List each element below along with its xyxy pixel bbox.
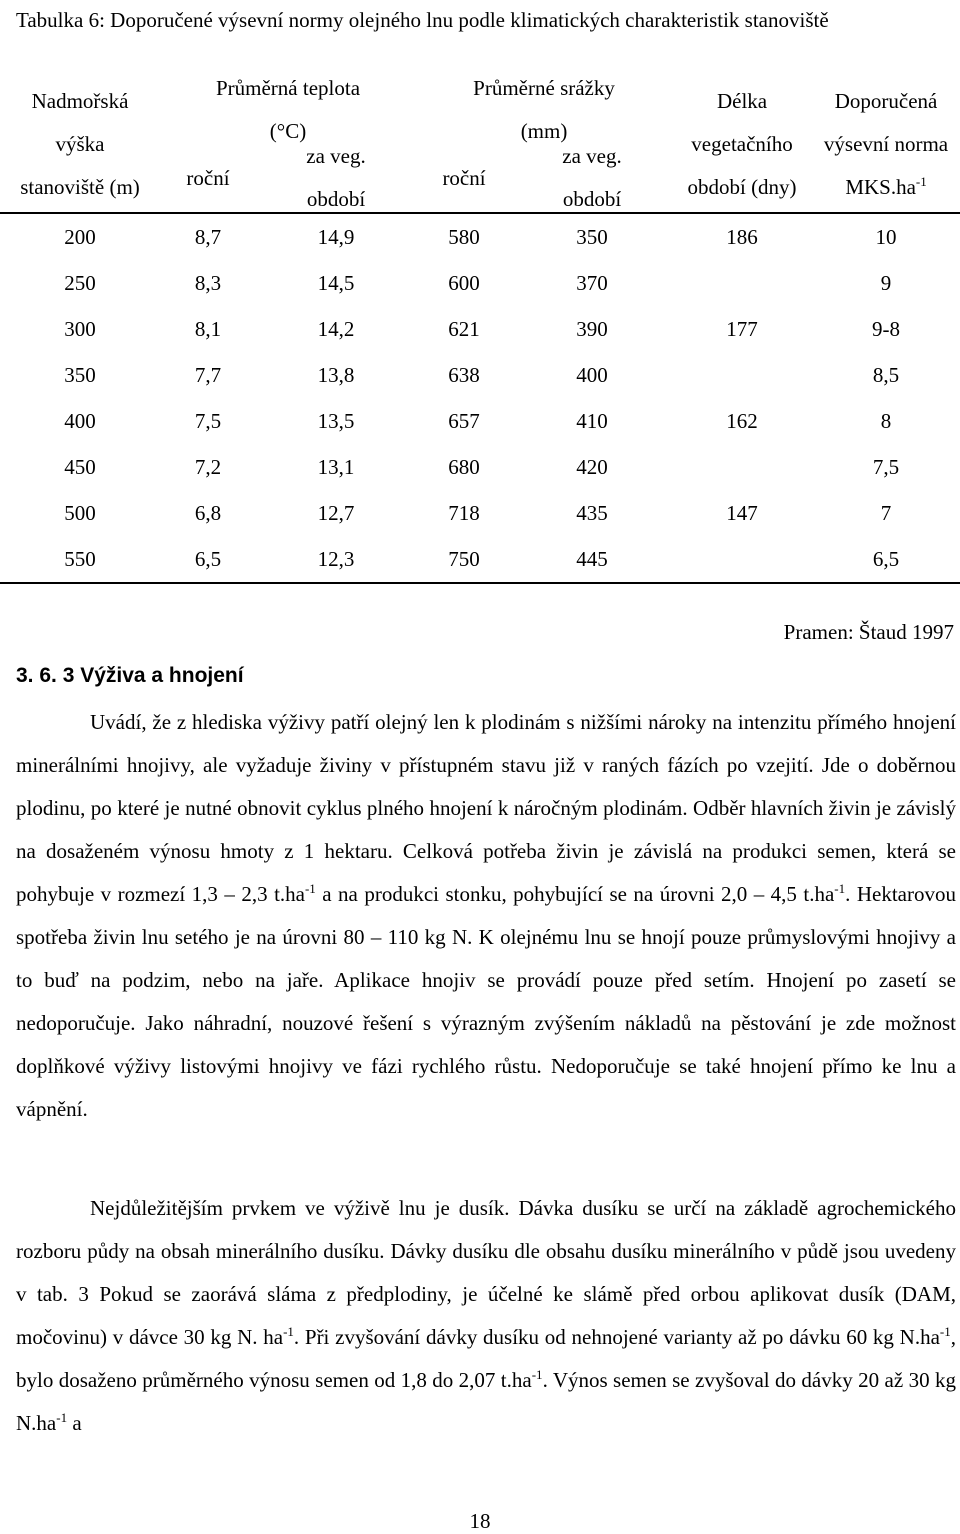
table-cell [672, 536, 812, 583]
table-cell: 370 [576, 270, 608, 295]
table-source: Pramen: Štaud 1997 [783, 620, 954, 644]
table-cell: 13,5 [317, 408, 355, 433]
table-row [0, 213, 960, 260]
table-cell: 9-8 [872, 316, 901, 341]
table-cell: 8,3 [194, 270, 222, 295]
table-cell: 162 [726, 408, 758, 433]
table-cell [672, 352, 812, 398]
table-cell: 8,1 [194, 316, 222, 341]
table-caption: Tabulka 6: Doporučené výsevní normy olejného lnu podle klimatických charakteristik stanoviště [16, 8, 829, 32]
paragraph-nutrition: Uvádí, že z hlediska výživy patří olejný len k plodinám s nižšími nároky na intenzitu přímého hnojení minerálními hnojivy, ale vyžaduje živiny v přístupném stavu již v raných fázích po vzejití. Jde o doběrnou plodinu, po které je nutné obnovit cyklus plného hnojení k náročným plodinám. Odběr hlavních živin je závislý na dosaženém výnosu hmoty z 1 hektaru. Celková potřeba živin je závislá na produkci semen, která se pohybuje v rozmezí 1,3 – 2,3 $t.ha^{-1}$ a na produkci stonku, pohybující se na úrovni 2,0 – 4,5 $t.ha^{-1}$. Hektarovou spotřeba živin lnu setého je na úrovni 80 – 110 kg N. K olejnému lnu se hnojí pouze průmyslovými hnojivy a to buď na podzim, nebo na jaře. Aplikace hnojiv se provádí pouze před setím. Hnojení po zasetí se nedoporučuje. Jako náhradní, nouzové řešení s výrazným zvýšením nákladů na pěstování je zde možnost doplňkové výživy listovými hnojivy ve fázi rychlého růstu. Nedoporučuje se také hnojení přímo ke lnu a vápnění. [16, 710, 956, 1121]
table-cell [672, 444, 812, 490]
table-cell: 718 [448, 500, 480, 525]
table-cell: 450 [64, 454, 96, 479]
table-row [0, 352, 960, 398]
table-cell: 8,7 [160, 213, 256, 260]
header-rain-veg: za veg. období [512, 144, 672, 213]
table-cell: 420 [576, 454, 608, 479]
table-cell: 8 [880, 408, 892, 433]
table-cell: 14,9 [256, 213, 416, 260]
table-cell: 186 [672, 213, 812, 260]
table-cell: 390 [576, 316, 608, 341]
table-cell: 250 [64, 270, 96, 295]
table-cell: 10 [812, 213, 960, 260]
table-cell: 657 [448, 408, 480, 433]
table-cell: 750 [416, 536, 512, 583]
table-cell: 410 [576, 408, 608, 433]
header-temp-veg: za veg. období [256, 144, 416, 213]
table-cell: 500 [64, 500, 96, 525]
table-row [0, 536, 960, 583]
table-cell: 13,1 [317, 454, 355, 479]
table-cell: 12,3 [256, 536, 416, 583]
header-altitude: Nadmořská výška stanoviště (m) [0, 76, 160, 213]
table-row [0, 398, 960, 444]
section-heading: 3. 6. 3 Výživa a hnojení [16, 664, 244, 687]
table-cell: 550 [0, 536, 160, 583]
header-temp-annual: roční [160, 144, 256, 213]
table-cell: 9 [880, 270, 892, 295]
table-row [0, 260, 960, 306]
header-precipitation: Průměrné srážky (mm) [473, 76, 615, 143]
table-cell: 8,5 [872, 362, 900, 387]
table-cell: 14,5 [317, 270, 355, 295]
header-vegetation-length: Délka vegetačního období (dny) [672, 76, 812, 213]
table-cell: 350 [64, 362, 96, 387]
paragraph-nitrogen: Nejdůležitějším prvkem ve výživě lnu je dusík. Dávka dusíku se určí na základě agrochemického rozboru půdy na obsah minerálního dusíku. Dávky dusíku dle obsahu dusíku minerálního v půdě jsou uvedeny v tab. 3 Pokud se zaorává sláma z předplodiny, je účelné ke slámě před orbou aplikovat dusík (DAM, močovinu) v dávce 30 kg N. $ha^{-1}$. Při zvyšování dávky dusíku od nehnojené varianty až po dávku 60 kg $N.ha^{-1}$, bylo dosaženo průměrného výnosu semen od 1,8 do 2,07 $t.ha^{-1}$. Výnos semen se zvyšoval do dávky 20 až 30 kg $N.ha^{-1}$ a [16, 1196, 956, 1435]
page-number: 18 [469, 1509, 491, 1533]
table-cell: 7,7 [194, 362, 222, 387]
table-cell: 6,8 [194, 500, 222, 525]
table-row [0, 306, 960, 352]
table-cell: 6,5 [812, 536, 960, 583]
seeding-rate-table [0, 76, 960, 584]
table-cell [672, 260, 812, 306]
header-seeding-rate: Doporučená výsevní norma $MKS.ha^{-1}$ [812, 76, 960, 213]
table-cell: 680 [448, 454, 480, 479]
table-cell: 350 [512, 213, 672, 260]
header-rain-annual: roční [416, 144, 512, 213]
table-cell: 7 [880, 500, 892, 525]
table-cell: 14,2 [317, 316, 355, 341]
table-cell: 445 [512, 536, 672, 583]
table-cell: 6,5 [160, 536, 256, 583]
table-cell: 580 [416, 213, 512, 260]
table-cell: 12,7 [317, 500, 355, 525]
table-cell: 435 [576, 500, 608, 525]
table-cell: 400 [576, 362, 608, 387]
table-cell: 200 [0, 213, 160, 260]
table-cell: 600 [448, 270, 480, 295]
table-cell: 300 [64, 316, 96, 341]
table-cell: 13,8 [317, 362, 355, 387]
header-temperature: Průměrná teplota (°C) [215, 76, 361, 143]
table-cell: 177 [726, 316, 758, 341]
table-cell: 7,2 [194, 454, 222, 479]
table-row [0, 444, 960, 490]
table-cell: 621 [448, 316, 480, 341]
table-cell: 147 [726, 500, 758, 525]
table-cell: 7,5 [194, 408, 222, 433]
table-cell: 400 [64, 408, 96, 433]
table-cell: 638 [448, 362, 480, 387]
table-cell: 7,5 [872, 454, 900, 479]
table-row [0, 490, 960, 536]
